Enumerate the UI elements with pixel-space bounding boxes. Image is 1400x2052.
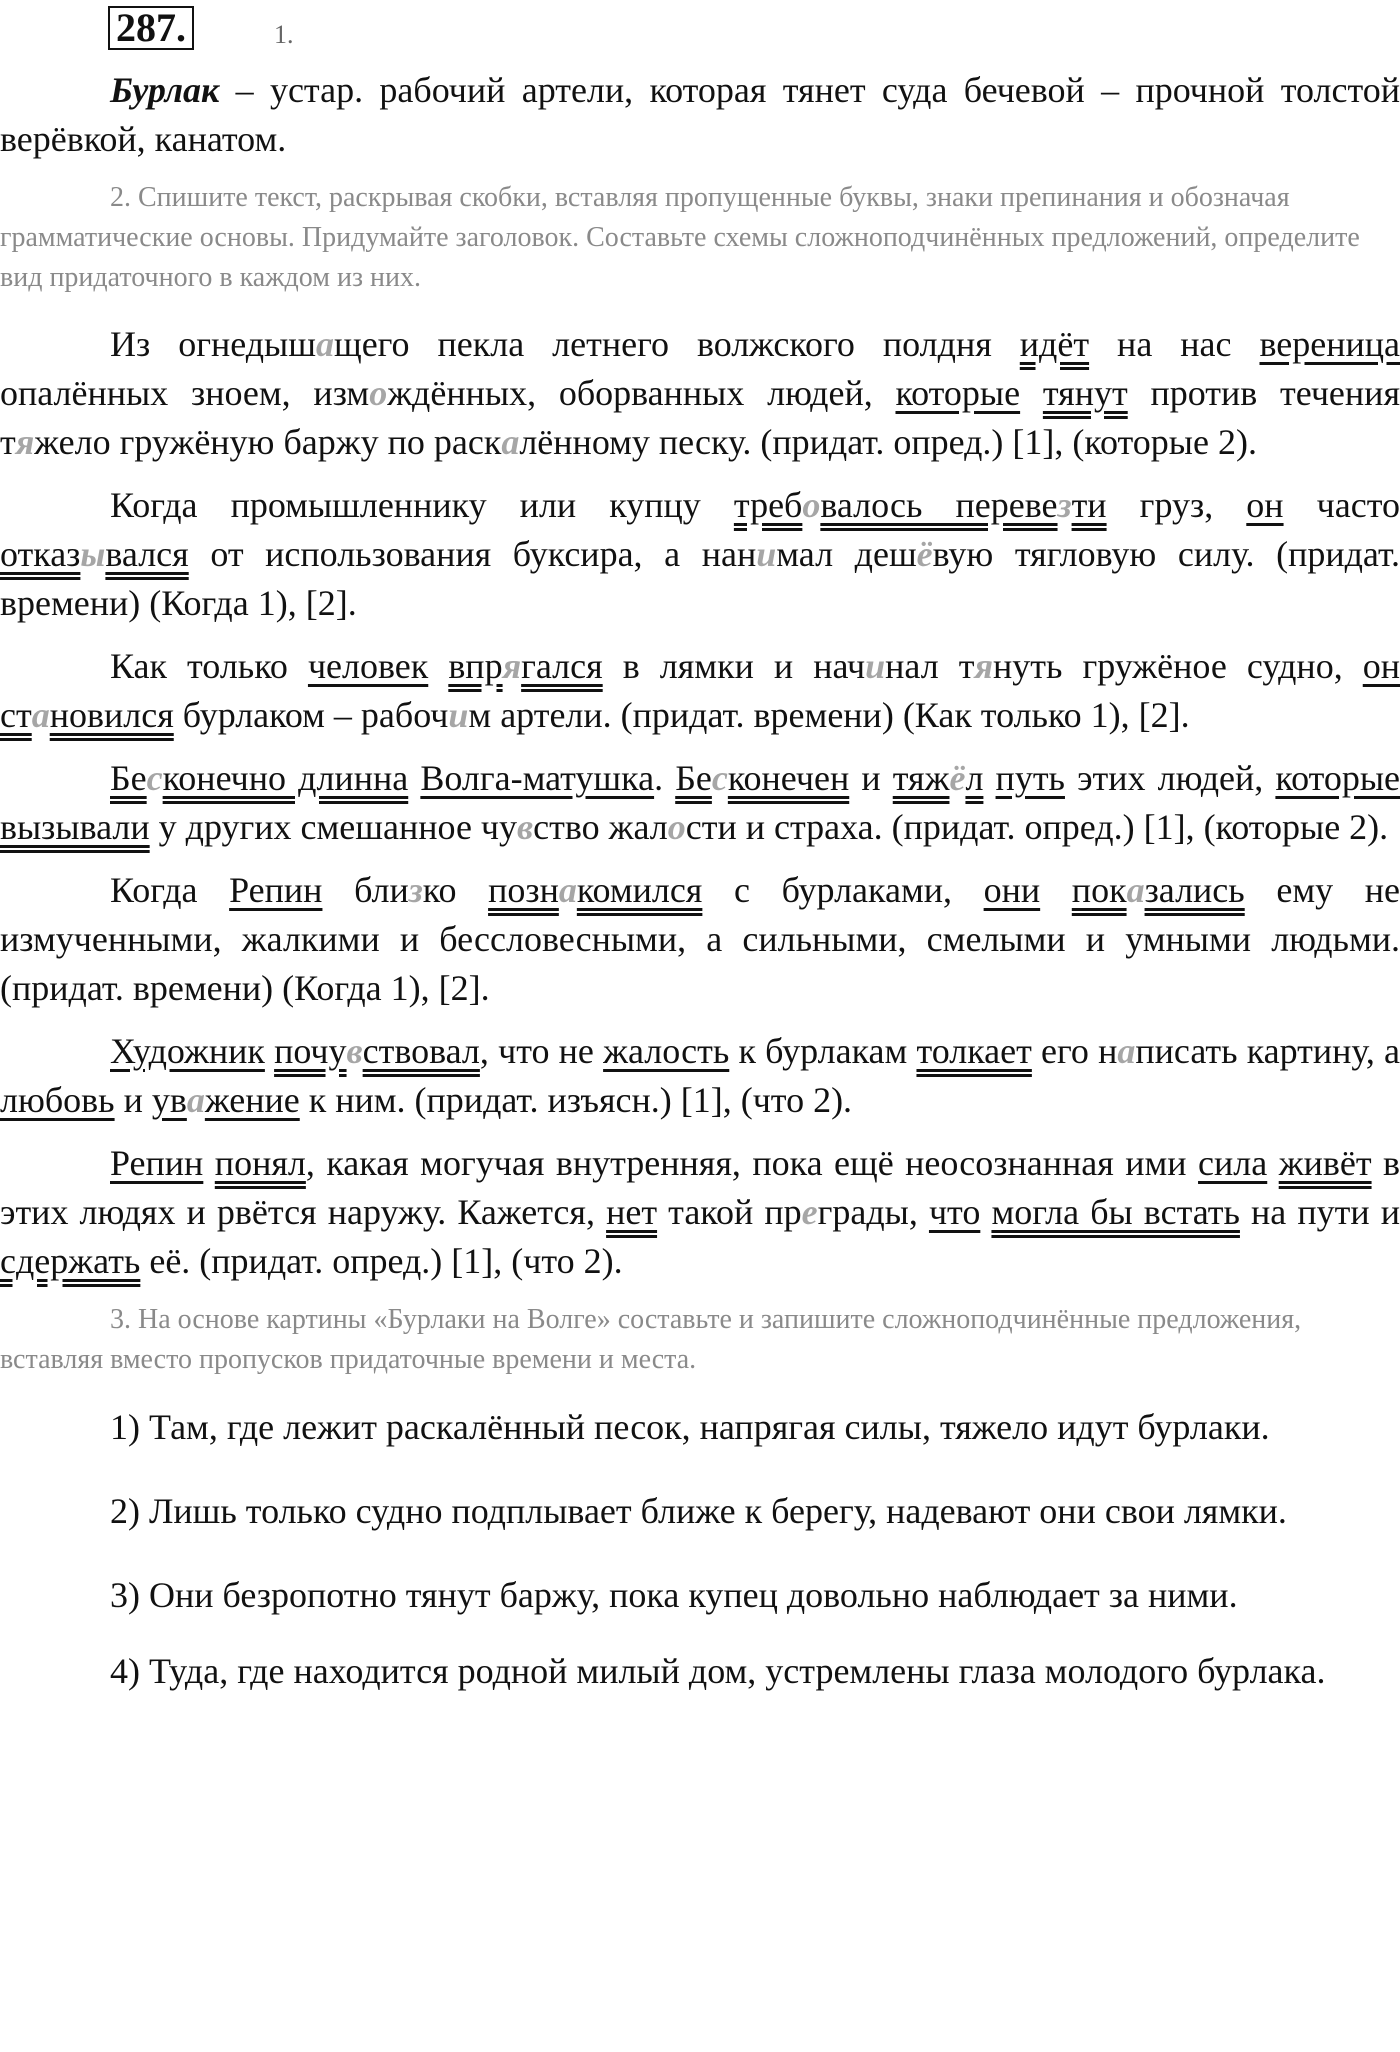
task-3-instruction: 3. На основе картины «Бурлаки на Волге» составьте и запишите сложноподчинённые предложения, вставляя вместо пропусков придаточные времени и места.	[0, 1304, 1302, 1375]
text-paragraph	[0, 866, 1400, 1013]
text-run: на пути и	[1239, 1192, 1400, 1232]
task-1-number: 1.	[274, 20, 294, 49]
inserted-letter: а	[1117, 1031, 1136, 1071]
subject-word: что	[928, 1192, 981, 1232]
text-run: мал деш	[776, 534, 917, 574]
text-run: Когда	[110, 870, 230, 910]
subject-word: Волга-матушка	[420, 758, 655, 798]
text-run: жело гружёную баржу по раск	[34, 422, 502, 462]
predicate-word: впр	[448, 646, 503, 686]
text-run: ко	[422, 870, 489, 910]
text-run: Из огнедыш	[110, 324, 316, 364]
text-run: и	[849, 758, 893, 798]
text-run: этих людей,	[1064, 758, 1276, 798]
text-run: ждённых, оборванных людей,	[387, 373, 896, 413]
subject-word: сила	[1198, 1143, 1268, 1183]
subject-word: которые	[1275, 758, 1400, 798]
inserted-letter: я	[502, 646, 522, 686]
inserted-letter: я	[15, 422, 35, 462]
text-run	[265, 1031, 274, 1071]
inserted-letter: ё	[916, 534, 933, 574]
text-run: грады,	[817, 1192, 929, 1232]
predicate-word: гался	[521, 646, 603, 686]
predicate-word: Бе	[110, 758, 147, 798]
text-paragraph	[0, 642, 1400, 740]
definition-text: – устар. рабочий артели, которая тянет суда бечевой – прочной толстой верёвкой, канатом.	[0, 70, 1400, 159]
subject-word: жение	[204, 1080, 300, 1120]
text-run: Когда промышленнику или купцу	[110, 485, 734, 525]
predicate-word: пок	[1071, 870, 1127, 910]
text-run: на нас	[1089, 324, 1260, 364]
predicate-word: ти	[1071, 485, 1107, 525]
text-run: такой пр	[657, 1192, 802, 1232]
predicate-word: тяж	[892, 758, 950, 798]
subject-word: он	[1362, 646, 1400, 686]
subject-word: ув	[151, 1080, 187, 1120]
text-run: ему не измученными, жалкими и бессловесными, а сильными, смелыми и умными людьми. (придат. времени) (Когда 1), [2].	[0, 870, 1400, 1008]
inserted-letter: о	[369, 373, 388, 413]
subject-word: Художник	[110, 1031, 265, 1071]
text-run: от использования буксира, а нан	[188, 534, 757, 574]
text-run: в этих людях и рвётся наружу. Кажется,	[0, 1143, 1400, 1232]
predicate-word: конечно длинна	[162, 758, 409, 798]
subject-word: путь	[995, 758, 1065, 798]
inserted-letter: в	[346, 1031, 363, 1071]
inserted-letter: а	[1126, 870, 1145, 910]
inserted-letter: ё	[949, 758, 966, 798]
text-run	[1020, 373, 1043, 413]
predicate-word: треб	[733, 485, 803, 525]
inserted-letter: е	[801, 1192, 818, 1232]
predicate-word: идёт	[1019, 324, 1090, 364]
text-run: против течения т	[0, 373, 1400, 462]
text-paragraph	[0, 1139, 1400, 1286]
predicate-word: л	[965, 758, 984, 798]
inserted-letter: а	[186, 1080, 205, 1120]
subject-word: он	[1246, 485, 1284, 525]
definition	[0, 66, 1400, 164]
predicate-word: отказ	[0, 534, 81, 574]
text-run: бли	[322, 870, 409, 910]
subject-word: которые	[895, 373, 1021, 413]
predicate-word: новился	[49, 695, 174, 735]
predicate-word: Бе	[675, 758, 712, 798]
text-run: его н	[1031, 1031, 1118, 1071]
inserted-letter: с	[711, 758, 728, 798]
predicate-word: валось переве	[820, 485, 1058, 525]
text-run: сти и страха. (придат. опред.) [1], (которые 2).	[685, 807, 1389, 847]
subject-word: Репин	[110, 1143, 204, 1183]
subject-word: любовь	[0, 1080, 115, 1120]
inserted-letter: а	[31, 695, 50, 735]
text-run	[1040, 870, 1072, 910]
inserted-letter: и	[756, 534, 777, 574]
inserted-letter: а	[315, 324, 334, 364]
text-paragraph	[0, 481, 1400, 628]
text-run: часто	[1283, 485, 1400, 525]
text-run: , какая могучая внутренняя, пока ещё неосознанная ими	[305, 1143, 1199, 1183]
text-run	[980, 1192, 991, 1232]
answer-sentence: 2) Лишь только судно подплывает ближе к берегу, надевают они свои лямки.	[110, 1491, 1287, 1531]
predicate-word: сдержать	[0, 1241, 141, 1281]
predicate-word: вался	[105, 534, 189, 574]
predicate-word: позн	[488, 870, 559, 910]
inserted-letter: а	[501, 422, 520, 462]
text-run: к бурлакам	[729, 1031, 917, 1071]
text-run: писать картину, а	[1135, 1031, 1400, 1071]
text-paragraph	[0, 1027, 1400, 1125]
text-run: .	[654, 758, 676, 798]
text-run: нал т	[885, 646, 975, 686]
text-run: лённому песку. (придат. опред.) [1], (которые 2).	[519, 422, 1257, 462]
predicate-word: ст	[0, 695, 32, 735]
text-run: Как только	[110, 646, 308, 686]
inserted-letter: з	[408, 870, 423, 910]
answer-sentence: 3) Они безропотно тянут баржу, пока купец довольно наблюдает за ними.	[110, 1575, 1238, 1615]
predicate-word: зались	[1144, 870, 1245, 910]
exercise-header	[0, 0, 1400, 60]
text-run: м артели. (придат. времени) (Как только 1), [2].	[468, 695, 1190, 735]
text-run: нуть гружёное судно,	[993, 646, 1363, 686]
subject-word: Репин	[229, 870, 323, 910]
text-run	[983, 758, 995, 798]
subject-word: жалость	[603, 1031, 730, 1071]
text-run: у других смешанное чу	[149, 807, 518, 847]
predicate-word: конечен	[727, 758, 850, 798]
text-run	[428, 646, 448, 686]
inserted-letter: ы	[80, 534, 106, 574]
text-run: бурлаком – рабоч	[173, 695, 449, 735]
text-run	[203, 1143, 214, 1183]
subject-word: вереница	[1259, 324, 1400, 364]
predicate-word: вызывали	[0, 807, 150, 847]
inserted-letter: в	[517, 807, 534, 847]
text-paragraphs	[0, 320, 1400, 1286]
text-run: и	[114, 1080, 152, 1120]
text-run: в лямки и нач	[602, 646, 866, 686]
predicate-word: понял	[214, 1143, 306, 1183]
inserted-letter: и	[448, 695, 469, 735]
subject-word: человек	[307, 646, 429, 686]
subject-word: они	[983, 870, 1041, 910]
text-run: её. (придат. опред.) [1], (что 2).	[140, 1241, 623, 1281]
predicate-word: почу	[274, 1031, 347, 1071]
exercise-number: 287.	[108, 6, 194, 50]
text-paragraph	[0, 754, 1400, 852]
answer-sentence: 1) Там, где лежит раскалённый песок, напрягая силы, тяжело идут бурлаки.	[110, 1407, 1270, 1447]
text-run: щего пекла летнего волжского полдня	[333, 324, 1020, 364]
inserted-letter: о	[667, 807, 686, 847]
exercise-body	[0, 66, 1400, 1722]
predicate-word: толкает	[916, 1031, 1032, 1071]
text-paragraph	[0, 320, 1400, 467]
text-run: вую тягловую силу. (придат. времени) (Когда 1), [2].	[0, 534, 1400, 623]
text-run	[408, 758, 420, 798]
predicate-word: могла бы встать	[991, 1192, 1240, 1232]
predicate-word: комился	[576, 870, 703, 910]
inserted-letter: о	[802, 485, 821, 525]
predicate-word: тянут	[1042, 373, 1128, 413]
text-run: ство жал	[533, 807, 668, 847]
text-run: опалённых зноем, изм	[0, 373, 370, 413]
predicate-word: живёт	[1278, 1143, 1372, 1183]
predicate-word: ствовал	[362, 1031, 480, 1071]
inserted-letter: я	[974, 646, 994, 686]
predicate-word: нет	[606, 1192, 658, 1232]
inserted-letter: з	[1057, 485, 1072, 525]
inserted-letter: с	[146, 758, 163, 798]
task-2-instruction: 2. Спишите текст, раскрывая скобки, вставляя пропущенные буквы, знаки препинания и обозначая грамматические основы. Придумайте заголовок. Составьте схемы сложноподчинённых предложений, определите вид придаточного в каждом из них.	[0, 182, 1360, 293]
text-run: , что не	[479, 1031, 604, 1071]
definition-term: Бурлак	[110, 70, 220, 110]
inserted-letter: и	[865, 646, 886, 686]
text-run	[1267, 1143, 1278, 1183]
text-run: к ним. (придат. изъясн.) [1], (что 2).	[299, 1080, 853, 1120]
text-run: с бурлаками,	[702, 870, 984, 910]
answer-sentence: 4) Туда, где находится родной милый дом, устремлены глаза молодого бурлака.	[110, 1651, 1326, 1691]
text-run: груз,	[1106, 485, 1247, 525]
inserted-letter: а	[558, 870, 577, 910]
